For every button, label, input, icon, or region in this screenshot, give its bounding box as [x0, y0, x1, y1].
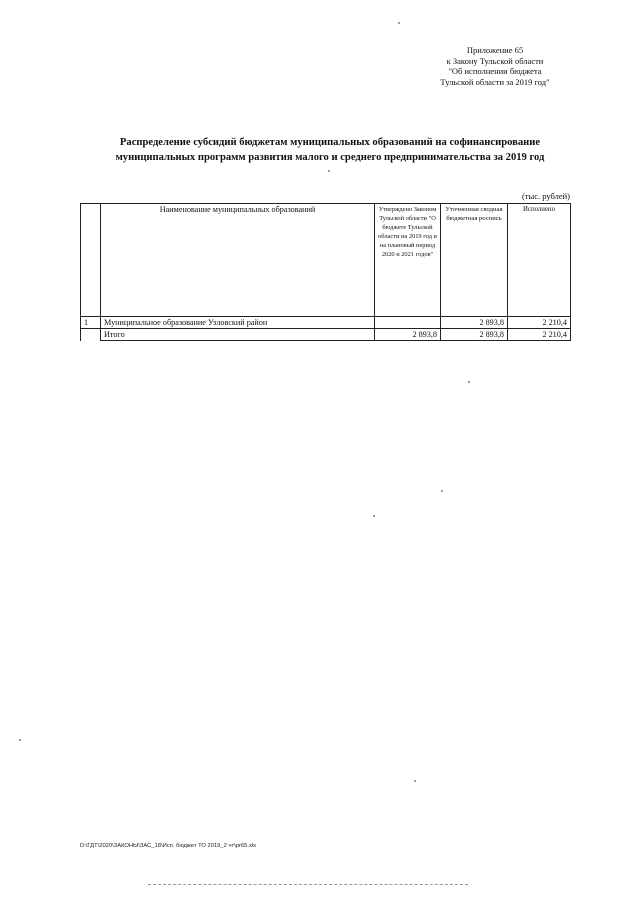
scan-artifact-line	[148, 884, 468, 885]
scan-speck	[328, 170, 330, 172]
appendix-line-1: Приложение 65	[466, 45, 524, 55]
total-refined: 2 893,8	[441, 329, 508, 341]
title-line-1: Распределение субсидий бюджетам муниципальных образований на софинансирование	[119, 137, 541, 148]
header-executed: Исполнено	[508, 204, 571, 317]
header-number	[81, 204, 101, 317]
header-approved: Утверждено Законом Тульской области "О бюджете Тульской области на 2019 год и на плановый период 2020 и 2021 годов"	[375, 204, 441, 317]
total-approved: 2 893,8	[375, 329, 441, 341]
total-label: Итого	[101, 329, 375, 341]
row-refined: 2 893,8	[441, 317, 508, 329]
appendix-line-3: "Об исполнении бюджета	[448, 66, 542, 76]
title-line-2: муниципальных программ развития малого и среднего предпринимательства за 2019 год	[115, 152, 545, 163]
header-name: Наименование муниципальных образований	[101, 204, 375, 317]
units-label: (тыс. рублей)	[521, 191, 570, 201]
row-executed: 2 210,4	[508, 317, 571, 329]
scan-speck	[414, 780, 416, 782]
scan-speck	[468, 381, 470, 383]
appendix-line-2: к Закону Тульской области	[446, 55, 544, 66]
scan-speck	[398, 22, 400, 24]
total-row	[81, 329, 571, 341]
table-header-row	[81, 204, 571, 317]
row-approved	[375, 317, 441, 329]
scan-speck	[373, 515, 375, 517]
file-path-footer: D:\ГДТ\2020\ЗАКОНЫ\ЗАС_18\Исп. бюджет ТО 2019_2 чт\pr65.xls	[80, 843, 257, 849]
total-number-cell	[81, 329, 101, 341]
scan-speck	[441, 490, 443, 492]
header-refined: Уточненная сводная бюджетная роспись	[441, 204, 508, 317]
row-name: Муниципальное образование Узловский район	[101, 317, 375, 329]
appendix-line-4: Тульской области за 2019 год"	[440, 76, 550, 87]
document-title	[70, 135, 590, 165]
total-executed: 2 210,4	[508, 329, 571, 341]
scan-speck	[19, 739, 21, 741]
table-row	[81, 317, 571, 329]
row-number: 1	[81, 317, 101, 329]
subsidy-table	[80, 203, 571, 341]
appendix-header	[400, 45, 590, 87]
